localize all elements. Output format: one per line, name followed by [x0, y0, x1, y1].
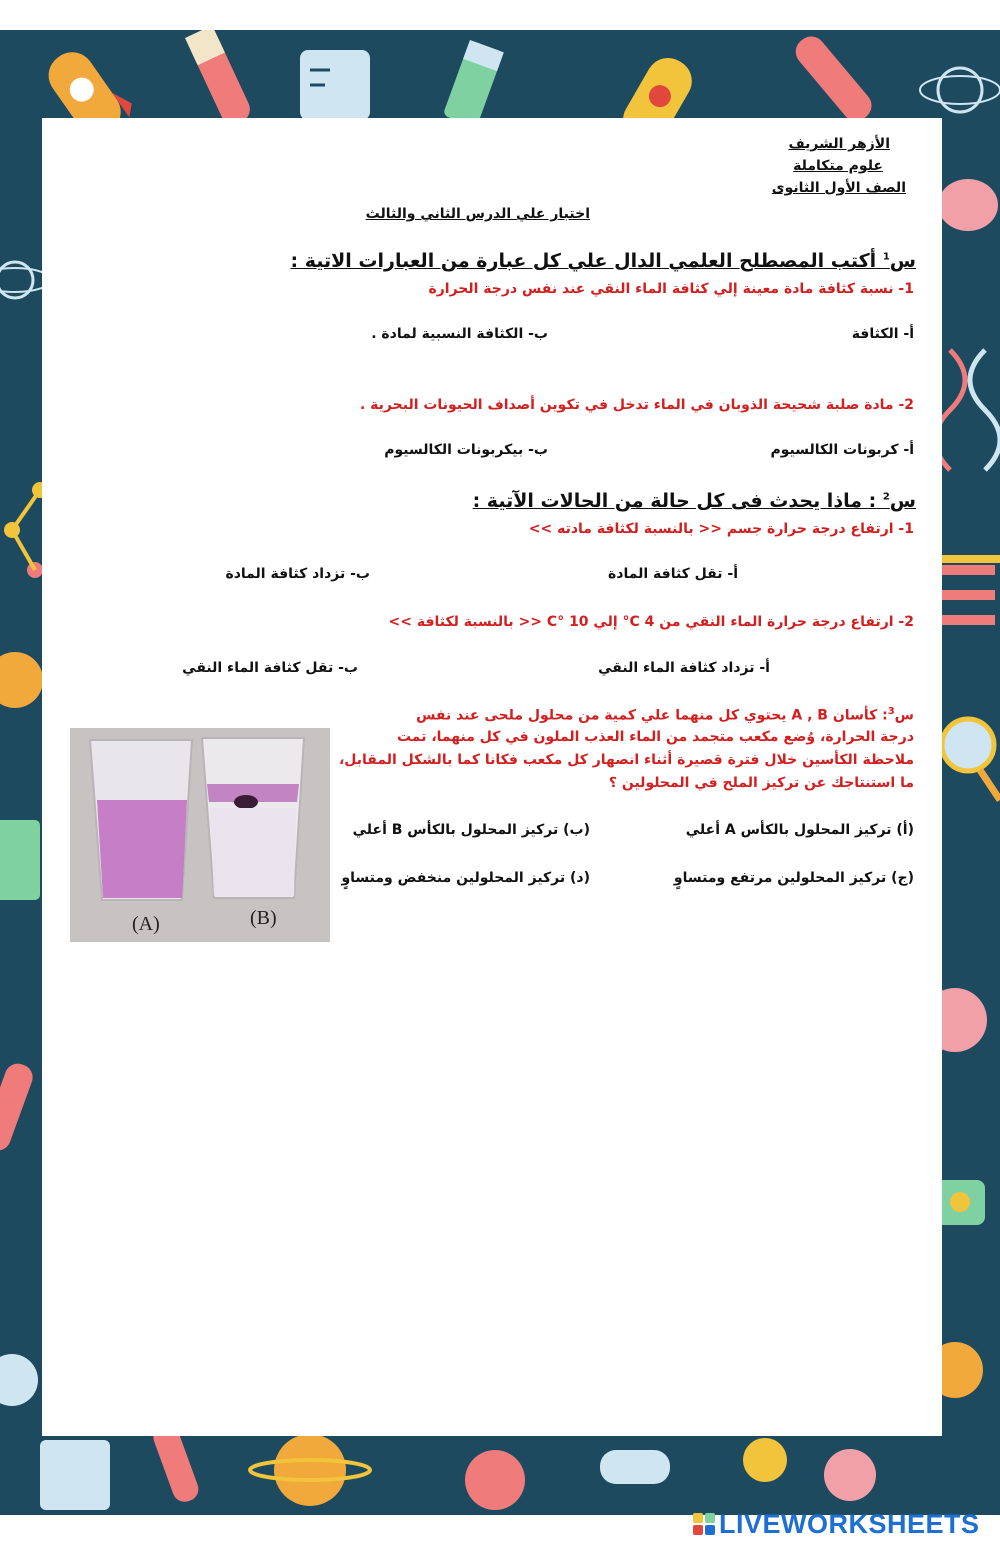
microscope-icon	[935, 1180, 985, 1225]
goggles-icon	[600, 1450, 670, 1484]
flask-icon	[0, 652, 43, 708]
question-1-item-2-option-b[interactable]: ب- بيكربونات الكالسيوم	[384, 442, 548, 458]
question-1-prefix: س	[889, 250, 916, 272]
question-3-line-2: درجة الحرارة، وُضع مكعب متجمد من الماء العذب الملون في كل منهما، تمت	[396, 729, 914, 745]
question-3-line-4: ما استنتاجك عن تركيز الملح في المحلولين ؟	[608, 775, 914, 791]
exam-title: اختبار علي الدرس الثاني والثالث	[365, 206, 590, 222]
beakers-illustration	[70, 728, 330, 942]
question-2-item-2: 2- ارتفاع درجة حرارة الماء النقي من 4 C° إلي 10 °C << بالنسبة لكثافة >>	[388, 614, 914, 630]
question-1-item-2-option-a[interactable]: أ- كربونات الكالسيوم	[770, 442, 914, 458]
question-2-prefix: س	[889, 490, 916, 512]
question-1-number: 1	[882, 251, 890, 263]
question-3-option-d[interactable]: (د) تركيز المحلولين منخفض ومتساوٍ	[341, 870, 590, 886]
flask-icon	[824, 1449, 876, 1501]
liveworksheets-logo-icon	[693, 1513, 715, 1535]
book-icon	[0, 820, 40, 900]
photo-label-a: (A)	[132, 913, 160, 935]
question-1-item-2: 2- مادة صلبة شحيحة الذوبان في الماء تدخل في تكوين أصداف الحيونات البحرية .	[359, 397, 914, 413]
question-3-option-b[interactable]: (ب) تركيز المحلول بالكأس B أعلي	[352, 822, 590, 838]
test-tube-icon	[0, 1060, 36, 1154]
question-2-number: 2	[882, 491, 890, 503]
beaker-icon	[40, 1440, 110, 1510]
magnifier-icon	[942, 719, 1000, 800]
question-3-prefix: س	[894, 707, 914, 724]
question-3-option-a[interactable]: (أ) تركيز المحلول بالكأس A أعلي	[685, 822, 914, 838]
question-2-item-1: 1- ارتفاع درجة حرارة جسم << بالنسبة لكثافة مادته >>	[528, 521, 914, 537]
question-2-text: : ماذا يحدث فى كل حالة من الحالات الآتية :	[472, 490, 877, 512]
photo-label-b: (B)	[250, 907, 277, 929]
question-1-title	[291, 250, 917, 272]
question-3-option-c[interactable]: (ج) تركيز المحلولين مرتفع ومتساوٍ	[673, 870, 914, 886]
test-tube-icon	[185, 30, 254, 129]
liveworksheets-watermark	[693, 1509, 980, 1539]
question-1-item-1-option-b[interactable]: ب- الكثافة النسبية لمادة .	[371, 326, 548, 342]
question-2-item-1-option-b[interactable]: ب- تزداد كثافة المادة	[225, 566, 370, 582]
question-1-item-1: 1- نسبة كثافة مادة معينة إلي كثافة الماء النقي عند نفس درجة الحرارة	[428, 281, 914, 297]
dna-icon	[935, 350, 1000, 470]
watermark-text: LIVEWORKSHEETS	[719, 1509, 980, 1539]
flashlight-icon	[443, 40, 504, 127]
subject-name: علوم متكاملة	[793, 158, 883, 174]
test-tube-icon	[790, 31, 877, 127]
question-3-line-1	[416, 706, 914, 724]
question-2-item-1-option-a[interactable]: أ- تقل كثافة المادة	[608, 566, 738, 582]
beakers-photo	[70, 728, 330, 942]
question-2-title	[473, 490, 916, 512]
question-2-item-2-option-b[interactable]: ب- تقل كثافة الماء النقي	[182, 660, 358, 676]
question-2-item-2-option-a[interactable]: أ- تزداد كثافة الماء النقي	[598, 660, 770, 676]
lightbulb-icon	[743, 1438, 787, 1482]
institution-name: الأزهر الشريف	[788, 136, 890, 152]
question-3-line-3: ملاحظة الكأسين خلال فترة قصيرة أثناء انصهار كل مكعب فكانا كما بالشكل المقابل،	[338, 752, 914, 768]
atom-icon	[938, 68, 982, 112]
question-1-item-1-option-a[interactable]: أ- الكثافة	[851, 326, 914, 342]
question-3-text-1: : كأسان A , B يحتوي كل منهما علي كمية من محلول ملحى عند نفس	[416, 707, 888, 724]
flask-icon	[0, 1354, 38, 1406]
question-3-number: 3	[887, 706, 895, 717]
grade-level: الصف الأول الثانوى	[771, 180, 906, 196]
planet-icon	[250, 1434, 370, 1506]
question-1-text: أكتب المصطلح العلمي الدال علي كل عبارة من العبارات الاتية :	[290, 250, 877, 272]
brain-icon	[938, 179, 998, 231]
beaker-icon	[300, 50, 370, 120]
flask-icon	[465, 1450, 525, 1510]
